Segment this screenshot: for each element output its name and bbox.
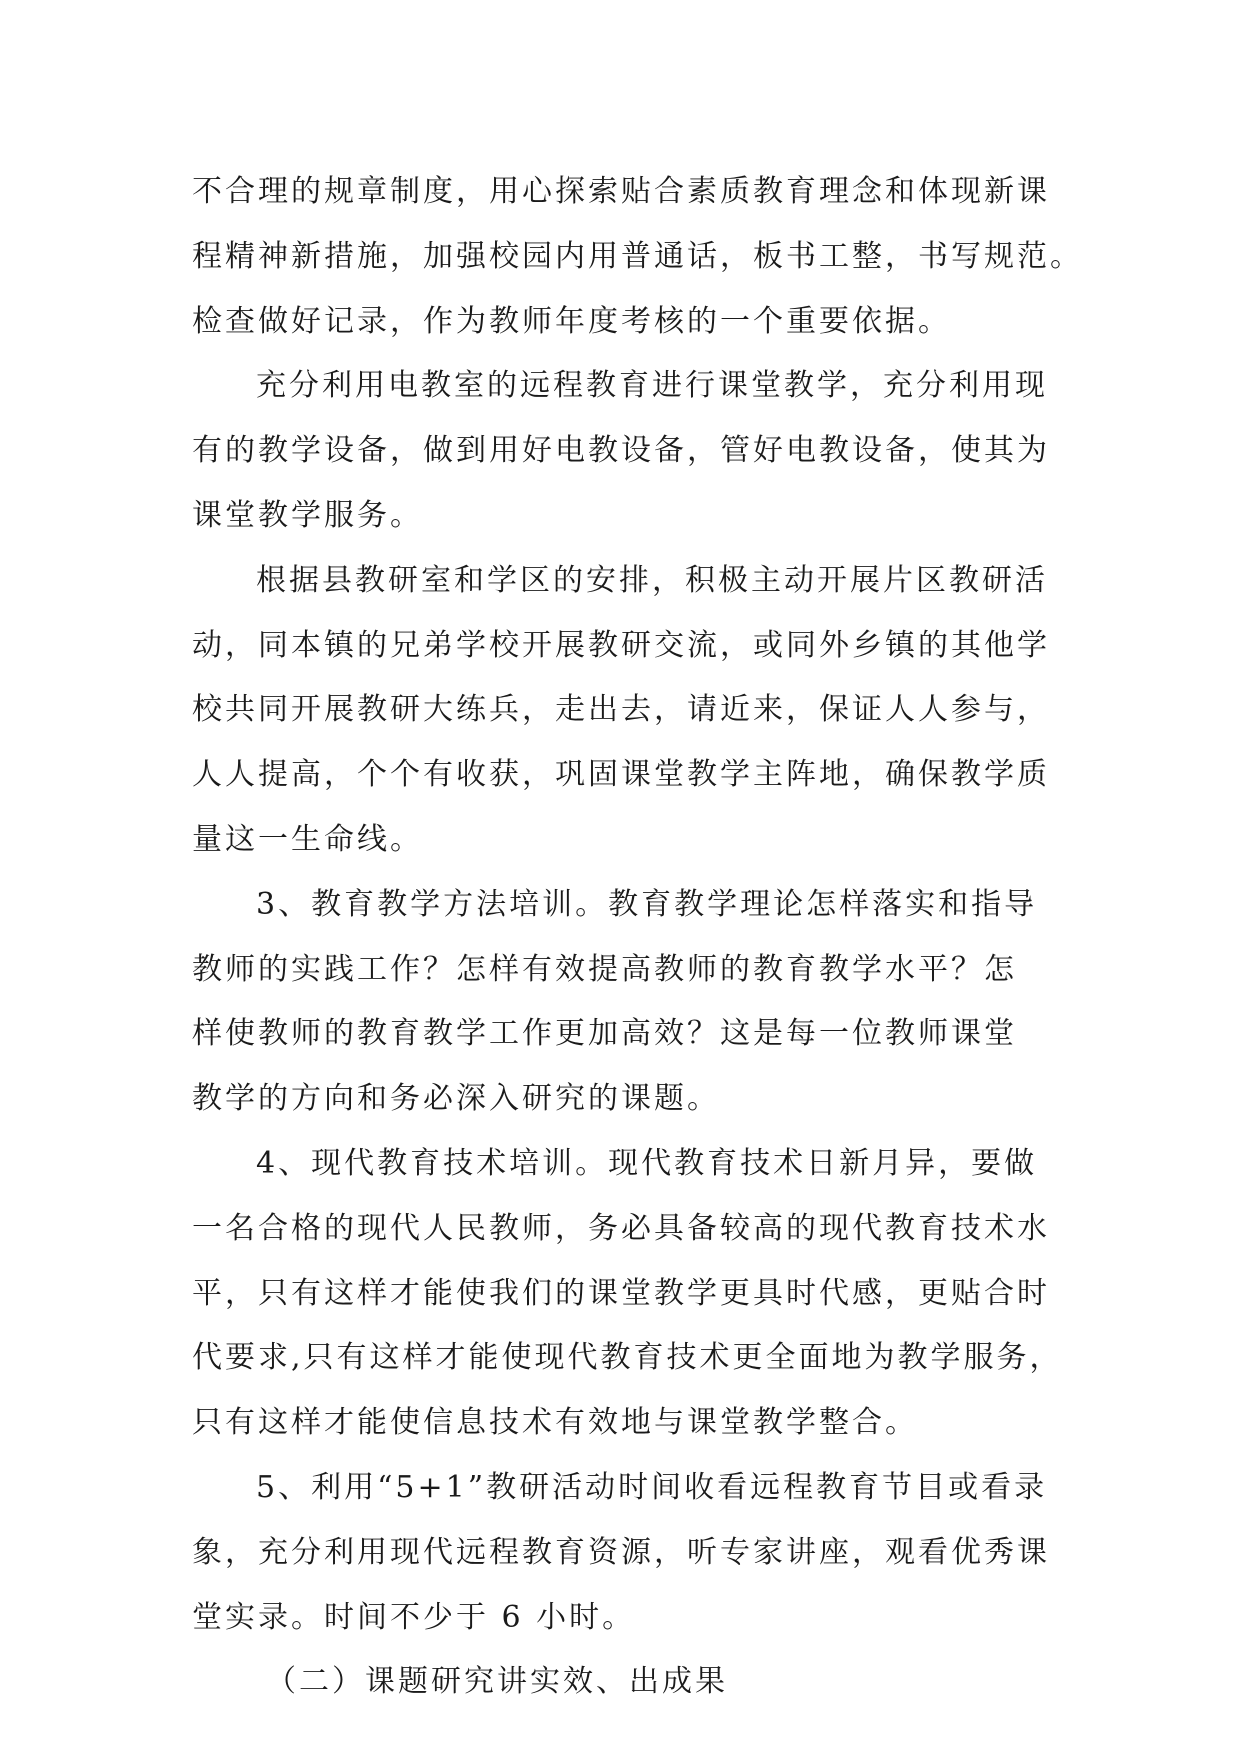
- text-line: 教师的实践工作？怎样有效提高教师的教育教学水平？怎: [192, 951, 1017, 987]
- text-line: 代要求,只有这样才能使现代教育技术更全面地为教学服务，: [192, 1340, 1063, 1376]
- text-line: 象，充分利用现代远程教育资源，听专家讲座，观看优秀课: [192, 1534, 1050, 1570]
- paragraph: [192, 354, 1072, 548]
- text-line: 平，只有这样才能使我们的课堂教学更具时代感，更贴合时: [192, 1275, 1050, 1311]
- paragraph: [192, 549, 1072, 873]
- paragraph: [192, 1650, 1072, 1715]
- text-line: 4、现代教育技术培训。现代教育技术日新月异，要做: [256, 1145, 1038, 1181]
- text-line: 量这一生命线。: [192, 821, 423, 857]
- paragraph: [192, 873, 1072, 1132]
- text-line: 校共同开展教研大练兵，走出去，请近来，保证人人参与，: [192, 692, 1050, 728]
- text-line: 堂实录。时间不少于 6 小时。: [192, 1599, 636, 1635]
- document-body: [192, 160, 1083, 1715]
- text-line: 教学的方向和务必深入研究的课题。: [192, 1081, 720, 1117]
- text-line: （二）课题研究讲实效、出成果: [266, 1664, 728, 1700]
- text-line: 课堂教学服务。: [192, 497, 423, 533]
- text-line: 有的教学设备，做到用好电教设备，管好电教设备，使其为: [192, 433, 1050, 469]
- text-line: 根据县教研室和学区的安排，积极主动开展片区教研活: [256, 562, 1048, 598]
- paragraph: [192, 1132, 1072, 1456]
- text-line: 3、教育教学方法培训。教育教学理论怎样落实和指导: [256, 886, 1038, 922]
- text-line: 5、利用“5+1”教研活动时间收看远程教育节目或看录: [256, 1469, 1048, 1505]
- text-line: 只有这样才能使信息技术有效地与课堂教学整合。: [192, 1405, 918, 1441]
- text-line: 样使教师的教育教学工作更加高效？这是每一位教师课堂: [192, 1016, 1017, 1052]
- text-line: 人人提高，个个有收获，巩固课堂教学主阵地，确保教学质: [192, 757, 1050, 793]
- text-line: 一名合格的现代人民教师，务必具备较高的现代教育技术水: [192, 1210, 1050, 1246]
- text-line: 检查做好记录，作为教师年度考核的一个重要依据。: [192, 303, 951, 339]
- text-line: 不合理的规章制度，用心探索贴合素质教育理念和体现新课: [192, 174, 1050, 209]
- text-line: 程精神新措施，加强校园内用普通话，板书工整，书写规范。: [192, 238, 1083, 274]
- paragraph: [192, 160, 1083, 354]
- paragraph: [192, 1456, 1072, 1650]
- text-line: 动，同本镇的兄弟学校开展教研交流，或同外乡镇的其他学: [192, 627, 1050, 663]
- text-line: 充分利用电教室的远程教育进行课堂教学，充分利用现: [256, 368, 1048, 404]
